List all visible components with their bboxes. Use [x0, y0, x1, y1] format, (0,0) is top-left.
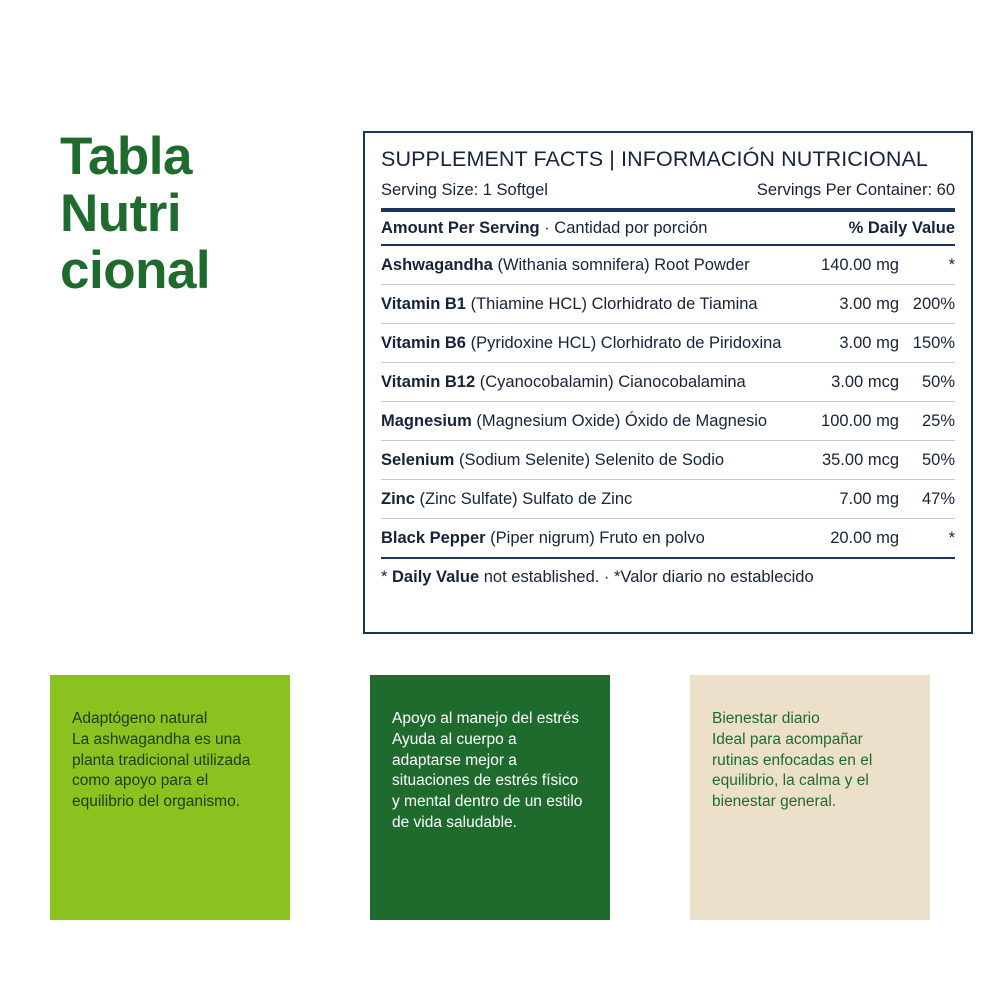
- amount-per-serving-row: [381, 212, 955, 244]
- footnote-es: *Valor diario no establecido: [614, 568, 814, 586]
- nutrient-detail: (Thiamine HCL) Clorhidrato de Tiamina: [470, 295, 758, 313]
- amount-per-serving-label-es: · Cantidad por porción: [544, 219, 708, 237]
- supplement-facts-panel: [363, 131, 973, 634]
- table-row: [381, 285, 955, 324]
- benefit-card-title: Bienestar diario: [712, 710, 820, 727]
- nutrient-detail: (Withania somnifera) Root Powder: [497, 256, 750, 274]
- footnote-star: *: [381, 568, 388, 586]
- benefit-card-body: Ideal para acompañar rutinas enfocadas en el equilibrio, la calma y el bienestar general.: [712, 730, 873, 811]
- table-row: [381, 324, 955, 363]
- nutrient-amount: 3.00 mg: [815, 324, 899, 363]
- nutrient-table: [381, 246, 955, 557]
- supplement-facts-heading: SUPPLEMENT FACTS | INFORMACIÓN NUTRICIONAL: [381, 147, 928, 171]
- page-title: [60, 128, 330, 300]
- nutrient-daily-value: *: [899, 246, 955, 285]
- nutrient-name: Vitamin B1: [381, 295, 466, 313]
- nutrient-name: Vitamin B6: [381, 334, 466, 352]
- nutrient-name: Ashwagandha: [381, 256, 493, 274]
- footnote-rest: not established. ·: [483, 568, 614, 586]
- benefit-card-title: Adaptógeno natural: [72, 710, 208, 727]
- table-row: [381, 402, 955, 441]
- nutrient-detail: (Sodium Selenite) Selenito de Sodio: [458, 451, 725, 469]
- page-title-line-3: cional: [60, 241, 211, 301]
- daily-value-header: % Daily Value: [848, 219, 955, 237]
- nutrient-amount: 100.00 mg: [815, 402, 899, 441]
- table-row: [381, 519, 955, 558]
- nutrient-name: Selenium: [381, 451, 455, 469]
- nutrient-daily-value: 50%: [899, 441, 955, 480]
- nutrient-amount: 3.00 mcg: [815, 363, 899, 402]
- page-title-line-2: Nutri: [60, 184, 182, 244]
- nutrient-name: Black Pepper: [381, 529, 486, 547]
- servings-per-container: Servings Per Container: 60: [756, 181, 955, 199]
- nutrient-name: Vitamin B12: [381, 373, 476, 391]
- footnote-bold: Daily Value: [392, 568, 480, 586]
- benefit-card-title: Apoyo al manejo del estrés: [392, 710, 579, 727]
- nutrient-daily-value: 150%: [899, 324, 955, 363]
- nutrient-daily-value: 200%: [899, 285, 955, 324]
- nutrient-daily-value: 47%: [899, 480, 955, 519]
- nutrient-detail: (Pyridoxine HCL) Clorhidrato de Piridoxina: [470, 334, 782, 352]
- table-row: [381, 363, 955, 402]
- nutrient-name: Magnesium: [381, 412, 472, 430]
- benefit-card-estres: [370, 675, 610, 920]
- nutrient-amount: 140.00 mg: [815, 246, 899, 285]
- nutrient-amount: 7.00 mg: [815, 480, 899, 519]
- page-title-line-1: Tabla: [60, 127, 192, 186]
- nutrient-name: Zinc: [381, 490, 415, 508]
- nutrient-amount: 35.00 mcg: [815, 441, 899, 480]
- nutrient-daily-value: *: [948, 529, 955, 547]
- benefit-card-adaptogeno: [50, 675, 290, 920]
- footnote: [381, 559, 955, 587]
- benefit-card-bienestar: [690, 675, 930, 920]
- nutrient-detail: (Magnesium Oxide) Óxido de Magnesio: [476, 412, 768, 430]
- benefit-card-body: La ashwagandha es una planta tradicional utilizada como apoyo para el equilibrio del organismo.: [72, 730, 251, 811]
- nutrient-detail: (Cyanocobalamin) Cianocobalamina: [479, 373, 746, 391]
- nutrient-daily-value: 25%: [899, 402, 955, 441]
- table-row: [381, 441, 955, 480]
- serving-size: Serving Size: 1 Softgel: [381, 181, 548, 199]
- nutrient-detail: (Zinc Sulfate) Sulfato de Zinc: [419, 490, 633, 508]
- serving-info-row: [381, 181, 955, 208]
- amount-per-serving-label: Amount Per Serving: [381, 219, 540, 237]
- nutrient-amount: 3.00 mg: [815, 285, 899, 324]
- table-row: [381, 246, 955, 285]
- table-row: [381, 480, 955, 519]
- nutrient-daily-value: 50%: [899, 363, 955, 402]
- benefit-card-body: Ayuda al cuerpo a adaptarse mejor a situaciones de estrés físico y mental dentro de un estilo de vida saludable.: [392, 730, 583, 831]
- nutrient-amount: 20.00 mg: [830, 529, 899, 547]
- nutrient-detail: (Piper nigrum) Fruto en polvo: [490, 529, 705, 547]
